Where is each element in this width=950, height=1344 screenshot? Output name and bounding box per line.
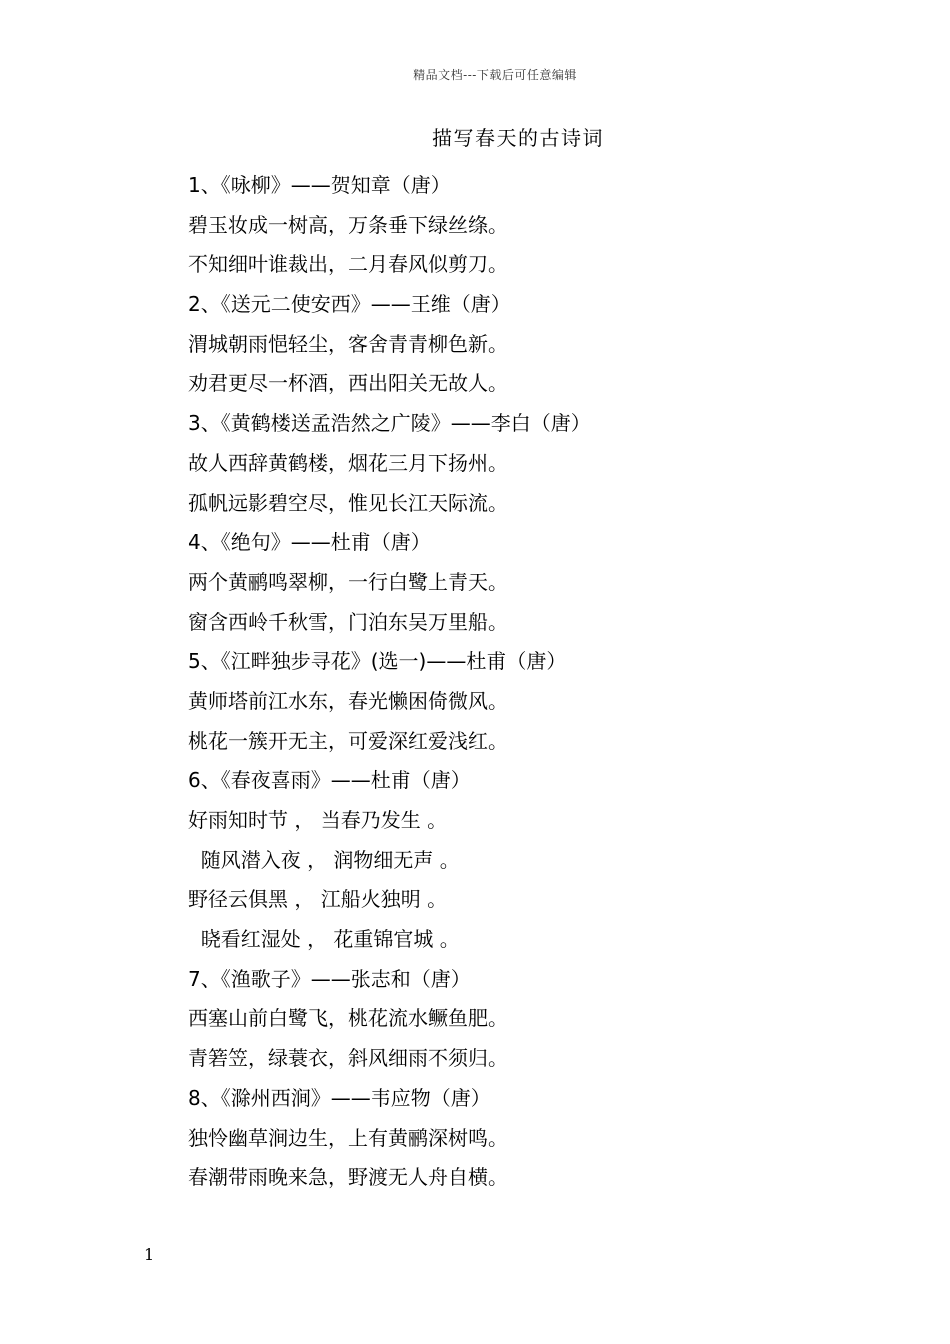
poem-line: 黄师塔前江水东，春光懒困倚微风。 — [188, 688, 508, 713]
poem-heading: 6、《春夜喜雨》——杜甫（唐） — [188, 768, 471, 793]
poem-line: 劝君更尽一杯酒，西出阳关无故人。 — [188, 371, 508, 396]
poem-line: 窗含西岭千秋雪，门泊东吴万里船。 — [188, 609, 508, 634]
poem-line: 桃花一簇开无主，可爱深红爱浅红。 — [188, 728, 508, 753]
poem-line: 独怜幽草涧边生，上有黄鹂深树鸣。 — [188, 1125, 508, 1150]
poem-heading: 8、《滁州西涧》——韦应物（唐） — [188, 1085, 491, 1110]
poem-line: 好雨知时节 ， 当春乃发生 。 — [188, 808, 448, 832]
poem-list — [188, 166, 888, 1198]
poem-line: 春潮带雨晚来急，野渡无人舟自横。 — [188, 1165, 508, 1190]
poem-line: 晓看红湿处 ， 花重锦官城 。 — [188, 927, 460, 952]
poem-line: 随风潜入夜 ， 润物细无声 。 — [188, 847, 460, 872]
poem-line: 野径云俱黑 ， 江船火独明 。 — [188, 887, 448, 912]
poem-line: 渭城朝雨悒轻尘，客舍青青柳色新。 — [188, 331, 508, 356]
poem-line: 碧玉妆成一树高，万条垂下绿丝绦。 — [188, 212, 508, 237]
poem-line: 两个黄鹂鸣翠柳，一行白鹭上青天。 — [188, 569, 508, 594]
poem-line: 孤帆远影碧空尽，惟见长江天际流。 — [188, 490, 508, 515]
poem-heading: 1、《咏柳》——贺知章（唐） — [188, 173, 451, 197]
document-title: 描写春天的古诗词 — [432, 126, 604, 150]
poem-line: 不知细叶谁裁出，二月春风似剪刀。 — [188, 252, 508, 277]
poem-line: 西塞山前白鹭飞，桃花流水鳜鱼肥。 — [188, 1006, 508, 1031]
page-number: 1 — [144, 1245, 155, 1264]
poem-line: 青箬笠，绿蓑衣，斜风细雨不须归。 — [188, 1046, 508, 1071]
poem-heading: 2、《送元二使安西》——王维（唐） — [188, 292, 511, 317]
poem-heading: 7、《渔歌子》——张志和（唐） — [188, 966, 471, 991]
poem-line: 故人西辞黄鹤楼，烟花三月下扬州。 — [188, 450, 508, 475]
page-header: 精品文档---下载后可任意编辑 — [413, 68, 577, 82]
poem-heading: 5、《江畔独步寻花》(选一)——杜甫（唐） — [188, 649, 567, 674]
poem-heading: 3、《黄鹤楼送孟浩然之广陵》——李白（唐） — [188, 411, 591, 436]
poem-heading: 4、《绝句》——杜甫（唐） — [188, 530, 431, 555]
